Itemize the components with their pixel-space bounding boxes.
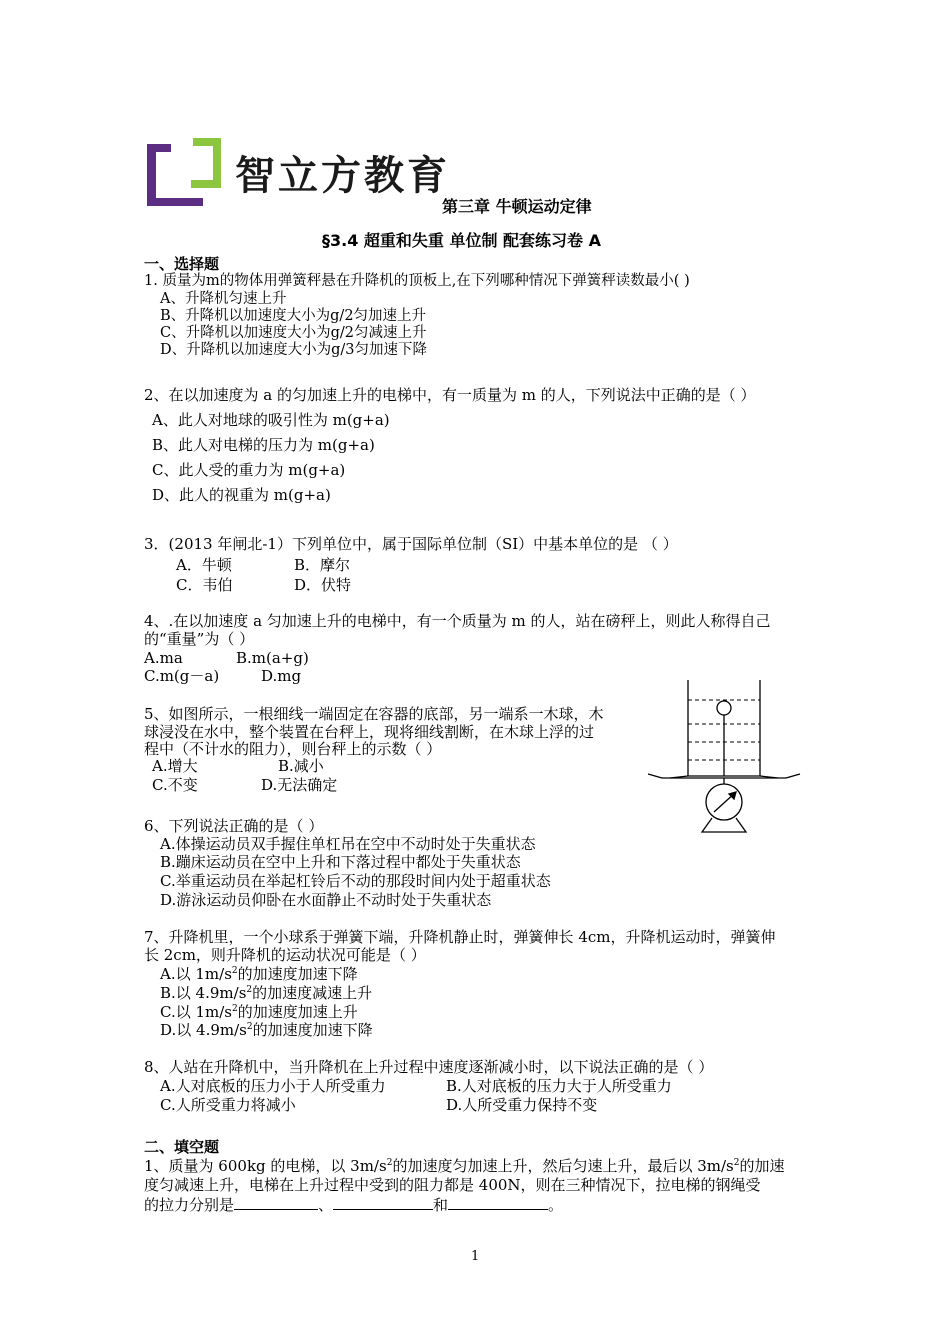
q4-option-b: B.m(a+g): [236, 649, 309, 667]
q5-stem-line2: 球浸没在水中，整个装置在台秤上，现将细线割断，在木球上浮的过: [144, 723, 595, 741]
q3-option-d: D．伏特: [294, 576, 352, 594]
q7-stem-line1: 7、升降机里，一个小球系于弹簧下端，升降机静止时，弹簧伸长 4cm，升降机运动时，弹簧伸: [144, 928, 776, 946]
logo: [147, 138, 450, 210]
q2-option-a: A、此人对地球的吸引性为 m(g+a): [152, 411, 390, 429]
q8-stem: 8、人站在升降机中，当升降机在上升过程中速度逐渐减小时，以下说法正确的是（ ）: [144, 1058, 714, 1076]
q2-option-c: C、此人受的重力为 m(g+a): [152, 461, 346, 479]
q4-option-d: D.mg: [261, 667, 302, 685]
answer-blank-3[interactable]: [448, 1195, 548, 1210]
fill-q1-line3: 的拉力分别是 、 和 。: [144, 1196, 564, 1214]
part2-heading: 二、填空题: [144, 1138, 220, 1156]
q6-option-c: C.举重运动员在举起杠铃后不动的那段时间内处于超重状态: [160, 872, 551, 890]
q1-stem: 1. 质量为m的物体用弹簧秤悬在升降机的顶板上,在下列哪种情况下弹簧秤读数最小( ): [144, 273, 690, 289]
q8-option-c: C.人所受重力将减小: [160, 1096, 296, 1114]
q2-option-b: B、此人对电梯的压力为 m(g+a): [152, 436, 375, 454]
q3-option-c: C．韦伯: [176, 576, 233, 594]
q7-stem-line2: 长 2cm，则升降机的运动状况可能是（ ）: [144, 946, 426, 964]
section-title: §3.4 超重和失重 单位制 配套练习卷 A: [322, 231, 602, 250]
q4-stem-line1: 4、.在以加速度 a 匀加速上升的电梯中，有一个质量为 m 的人，站在磅秤上，则此人称得自己: [144, 612, 771, 630]
brand-name: 智立方教育: [235, 153, 450, 199]
fill-q1-line2: 度匀减速上升，电梯在上升过程中受到的阻力都是 400N，则在三种情况下，拉电梯的钢绳受: [144, 1176, 761, 1194]
q4-option-a: A.ma: [144, 649, 183, 667]
q8-option-a: A.人对底板的压力小于人所受重力: [160, 1077, 386, 1095]
q8-option-b: B.人对底板的压力大于人所受重力: [446, 1077, 672, 1095]
q1-option-c: C、升降机以加速度大小为g/2匀减速上升: [160, 325, 427, 341]
q5-option-d: D.无法确定: [261, 776, 338, 794]
fill-q1-line1: 1、质量为 600kg 的电梯，以 $3m/s^2$的加速度匀加速上升，然后匀速上升，最后以 $3m/s^2$的加速: [144, 1157, 785, 1175]
answer-blank-2[interactable]: [333, 1195, 433, 1210]
q7-option-a: A.以 $1m/s^2$的加速度加速下降: [160, 965, 358, 983]
q1-option-a: A、升降机匀速上升: [160, 291, 287, 307]
q2-option-d: D、此人的视重为 m(g+a): [152, 486, 331, 504]
q8-option-d: D.人所受重力保持不变: [446, 1096, 598, 1114]
answer-blank-1[interactable]: [234, 1195, 318, 1210]
q7-option-b: B.以 $4.9m/s^2$的加速度减速上升: [160, 984, 373, 1002]
q5-option-a: A.增大: [152, 757, 198, 775]
part1-heading: 一、选择题: [144, 255, 220, 273]
q3-stem: 3．(2013 年闸北-1）下列单位中，属于国际单位制（SI）中基本单位的是 （ ）: [144, 535, 678, 553]
q2-stem: 2、在以加速度为 a 的匀加速上升的电梯中，有一质量为 m 的人，下列说法中正确的是（ ）: [144, 386, 756, 404]
q4-option-c: C.m(g－a): [144, 667, 220, 685]
q4-stem-line2: 的“重量”为（ ）: [144, 630, 255, 648]
q6-stem: 6、下列说法正确的是（ ）: [144, 817, 324, 835]
q5-stem-line1: 5、如图所示，一根细线一端固定在容器的底部，另一端系一木球，木: [144, 705, 604, 723]
q5-stem-line3: 程中（不计水的阻力），则台秤上的示数（ ）: [144, 740, 442, 758]
logo-mark-icon: [147, 138, 227, 210]
page-number: 1: [471, 1249, 480, 1264]
q1-option-d: D、升降机以加速度大小为g/3匀加速下降: [160, 342, 428, 358]
q6-option-d: D.游泳运动员仰卧在水面静止不动时处于失重状态: [160, 891, 492, 909]
q6-option-a: A.体操运动员双手握住单杠吊在空中不动时处于失重状态: [160, 835, 536, 853]
q1-option-b: B、升降机以加速度大小为g/2匀加速上升: [160, 308, 427, 324]
q6-option-b: B.蹦床运动员在空中上升和下落过程中都处于失重状态: [160, 853, 521, 871]
q7-option-d: D.以 $4.9m/s^2$的加速度加速下降: [160, 1021, 373, 1039]
q3-option-b: B．摩尔: [294, 556, 351, 574]
q5-option-c: C.不变: [152, 776, 198, 794]
chapter-title: 第三章 牛顿运动定律: [442, 197, 592, 216]
q5-option-b: B.减小: [278, 757, 324, 775]
q5-container-scale-figure: [648, 676, 860, 836]
q3-option-a: A．牛顿: [176, 556, 232, 574]
q7-option-c: C.以 $1m/s^2$的加速度加速上升: [160, 1003, 358, 1021]
